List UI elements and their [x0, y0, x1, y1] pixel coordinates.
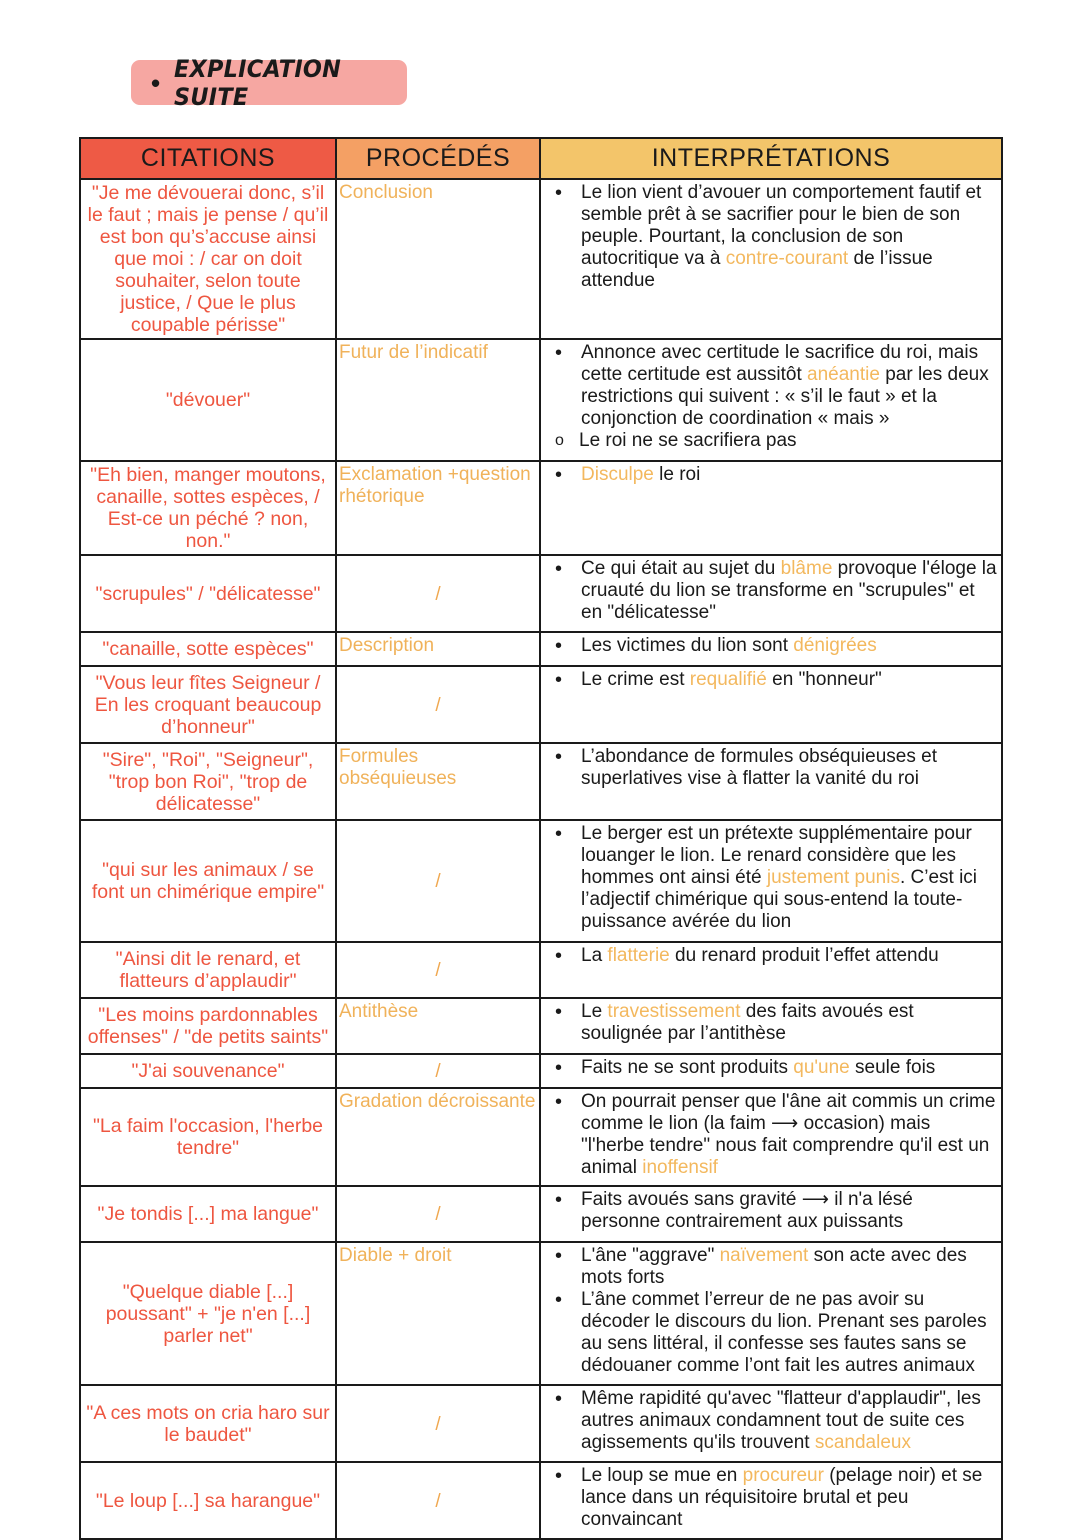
table-row: [80, 820, 1002, 942]
interpretation-bullet: • Disculpe le roi: [581, 464, 997, 486]
interpretation-cell: [540, 555, 1002, 632]
procede-cell: /: [336, 942, 540, 998]
header-interpretations: INTERPRÉTATIONS: [540, 138, 1002, 179]
interpretation-bullet: • La flatterie du renard produit l’effet attendu: [581, 945, 997, 967]
procede-cell: /: [336, 820, 540, 942]
citation-cell: "canaille, sotte espèces": [80, 632, 336, 666]
interpretation-bullet: • L’âne commet l’erreur de ne pas avoir su décoder le discours du lion. Prenant ses paroles au sens littéral, il confesse ses fautes sans se dédouaner comme l’ont fait les autres animaux: [581, 1289, 997, 1377]
interpretation-cell: [540, 632, 1002, 666]
table-row: [80, 942, 1002, 998]
interpretation-bullet: • Annonce avec certitude le sacrifice du roi, mais cette certitude est aussitôt anéantie par les deux restrictions qui suivent : « s’il le faut » et la conjonction de coordination « mais »: [581, 342, 997, 430]
procede-cell: /: [336, 1462, 540, 1539]
header-procedes: PROCÉDÉS: [336, 138, 540, 179]
interpretation-bullet: • Le lion vient d’avouer un comportement fautif et semble prêt à se sacrifier pour le bien de son peuple. Pourtant, la conclusion de son autocritique va à contre-courant de l’issue attendue: [581, 182, 997, 292]
interpretation-cell: [540, 1462, 1002, 1539]
interpretation-cell: [540, 820, 1002, 942]
highlighted-keyword: requalifié: [689, 669, 767, 690]
table-row: [80, 461, 1002, 555]
header-citations: CITATIONS: [80, 138, 336, 179]
interpretation-bullet: • Le loup se mue en procureur (pelage noir) et se lance dans un réquisitoire brutal et peu convaincant: [581, 1465, 997, 1531]
interpretation-bullet: • Faits avoués sans gravité ⟶ il n'a lésé personne contrairement aux puissants: [581, 1189, 997, 1233]
highlighted-keyword: anéantie: [807, 364, 880, 385]
title-bullet: •: [151, 67, 161, 98]
procede-cell: Gradation décroissante: [336, 1088, 540, 1186]
interpretation-bullet: • On pourrait penser que l'âne ait commis un crime comme le lion (la faim ⟶ occasion) mais "l'herbe tendre" nous fait comprendre qu'il est un animal inoffensif: [581, 1091, 997, 1179]
interpretation-bullet: • Le berger est un prétexte supplémentaire pour louanger le lion. Le renard considère que les hommes ont ainsi été justement punis. C’est ici l’adjectif chimérique qui sous-entend la toute-puissance avérée du lion: [581, 823, 997, 933]
interpretation-cell: [540, 179, 1002, 339]
procede-cell: Diable + droit: [336, 1242, 540, 1385]
interpretation-cell: [540, 1385, 1002, 1462]
table-row: [80, 743, 1002, 820]
highlighted-keyword: inoffensif: [642, 1157, 718, 1178]
procede-cell: Description: [336, 632, 540, 666]
interpretation-cell: [540, 942, 1002, 998]
table-row: [80, 632, 1002, 666]
citation-cell: "La faim l'occasion, l'herbe tendre": [80, 1088, 336, 1186]
highlighted-keyword: justement punis: [766, 867, 900, 888]
procede-cell: /: [336, 666, 540, 743]
sub-bullet: o Le roi ne se sacrifiera pas: [579, 430, 997, 452]
citation-cell: "qui sur les animaux / se font un chimérique empire": [80, 820, 336, 942]
highlighted-keyword: blâme: [780, 558, 833, 579]
interpretation-bullet: • L'âne "aggrave" naïvement son acte avec des mots forts: [581, 1245, 997, 1289]
citation-cell: "scrupules" / "délicatesse": [80, 555, 336, 632]
table-row: [80, 1242, 1002, 1385]
interpretation-cell: [540, 1186, 1002, 1242]
citation-cell: "Quelque diable [...] poussant" + "je n'en [...] parler net": [80, 1242, 336, 1385]
table-row: [80, 1385, 1002, 1462]
interpretation-cell: [540, 743, 1002, 820]
highlighted-keyword: qu'une: [793, 1057, 850, 1078]
procede-cell: /: [336, 1186, 540, 1242]
citation-cell: "J'ai souvenance": [80, 1054, 336, 1088]
interpretation-cell: [540, 339, 1002, 461]
table-row: [80, 666, 1002, 743]
highlighted-keyword: flatterie: [607, 945, 670, 966]
citation-cell: "Les moins pardonnables offenses" / "de petits saints": [80, 998, 336, 1054]
procede-cell: /: [336, 1385, 540, 1462]
interpretation-bullet: • Le crime est requalifié en "honneur": [581, 669, 997, 691]
analysis-table: [79, 137, 1003, 1540]
highlighted-keyword: procureur: [742, 1465, 824, 1486]
highlighted-keyword: travestissement: [607, 1001, 741, 1022]
procede-cell: /: [336, 555, 540, 632]
interpretation-bullet: • Les victimes du lion sont dénigrées: [581, 635, 997, 657]
procede-cell: Futur de l’indicatif: [336, 339, 540, 461]
interpretation-cell: [540, 998, 1002, 1054]
interpretation-bullet: • Le travestissement des faits avoués est soulignée par l’antithèse: [581, 1001, 997, 1045]
procede-cell: Antithèse: [336, 998, 540, 1054]
citation-cell: "Je me dévouerai donc, s’il le faut ; mais je pense / qu’il est bon qu’s’accuse ainsi que moi : / car on doit souhaiter, selon toute justice, / Que le plus coupable périsse": [80, 179, 336, 339]
section-title: [131, 54, 407, 111]
highlighted-keyword: naïvement: [719, 1245, 809, 1266]
interpretation-bullet: • Ce qui était au sujet du blâme provoque l'éloge la cruauté du lion se transforme en "scrupules" et en "délicatesse": [581, 558, 997, 624]
table-row: [80, 1088, 1002, 1186]
table-row: [80, 1462, 1002, 1539]
table-row: [80, 1054, 1002, 1088]
interpretation-cell: [540, 1242, 1002, 1385]
interpretation-cell: [540, 461, 1002, 555]
procede-cell: Conclusion: [336, 179, 540, 339]
citation-cell: "Sire", "Roi", "Seigneur", "trop bon Roi", "trop de délicatesse": [80, 743, 336, 820]
citation-cell: "Eh bien, manger moutons, canaille, sottes espèces, / Est-ce un péché ? non, non.": [80, 461, 336, 555]
table-row: [80, 339, 1002, 461]
citation-cell: "A ces mots on cria haro sur le baudet": [80, 1385, 336, 1462]
header-row: [80, 138, 1002, 179]
interpretation-bullet: • L’abondance de formules obséquieuses et superlatives vise à flatter la vanité du roi: [581, 746, 997, 790]
procede-cell: Exclamation +question rhétorique: [336, 461, 540, 555]
interpretation-cell: [540, 1054, 1002, 1088]
interpretation-cell: [540, 1088, 1002, 1186]
highlighted-keyword: Disculpe: [581, 464, 654, 485]
procede-cell: /: [336, 1054, 540, 1088]
citation-cell: "Le loup [...] sa harangue": [80, 1462, 336, 1539]
table-row: [80, 998, 1002, 1054]
interpretation-bullet: • Même rapidité qu'avec "flatteur d'applaudir", les autres animaux condamnent tout de suite ces agissements qu'ils trouvent scandaleux: [581, 1388, 997, 1454]
title-text: EXPLICATION SUITE: [174, 54, 342, 111]
table-row: [80, 1186, 1002, 1242]
highlighted-keyword: dénigrées: [793, 635, 877, 656]
highlighted-keyword: scandaleux: [814, 1432, 911, 1453]
citation-cell: "Je tondis [...] ma langue": [80, 1186, 336, 1242]
procede-cell: Formules obséquieuses: [336, 743, 540, 820]
citation-cell: "Vous leur fîtes Seigneur / En les croquant beaucoup d’honneur": [80, 666, 336, 743]
citation-cell: "Ainsi dit le renard, et flatteurs d’applaudir": [80, 942, 336, 998]
citation-cell: "dévouer": [80, 339, 336, 461]
interpretation-bullet: • Faits ne se sont produits qu'une seule fois: [581, 1057, 997, 1079]
highlighted-keyword: contre-courant: [725, 248, 849, 269]
table-row: [80, 555, 1002, 632]
interpretation-cell: [540, 666, 1002, 743]
table-row: [80, 179, 1002, 339]
